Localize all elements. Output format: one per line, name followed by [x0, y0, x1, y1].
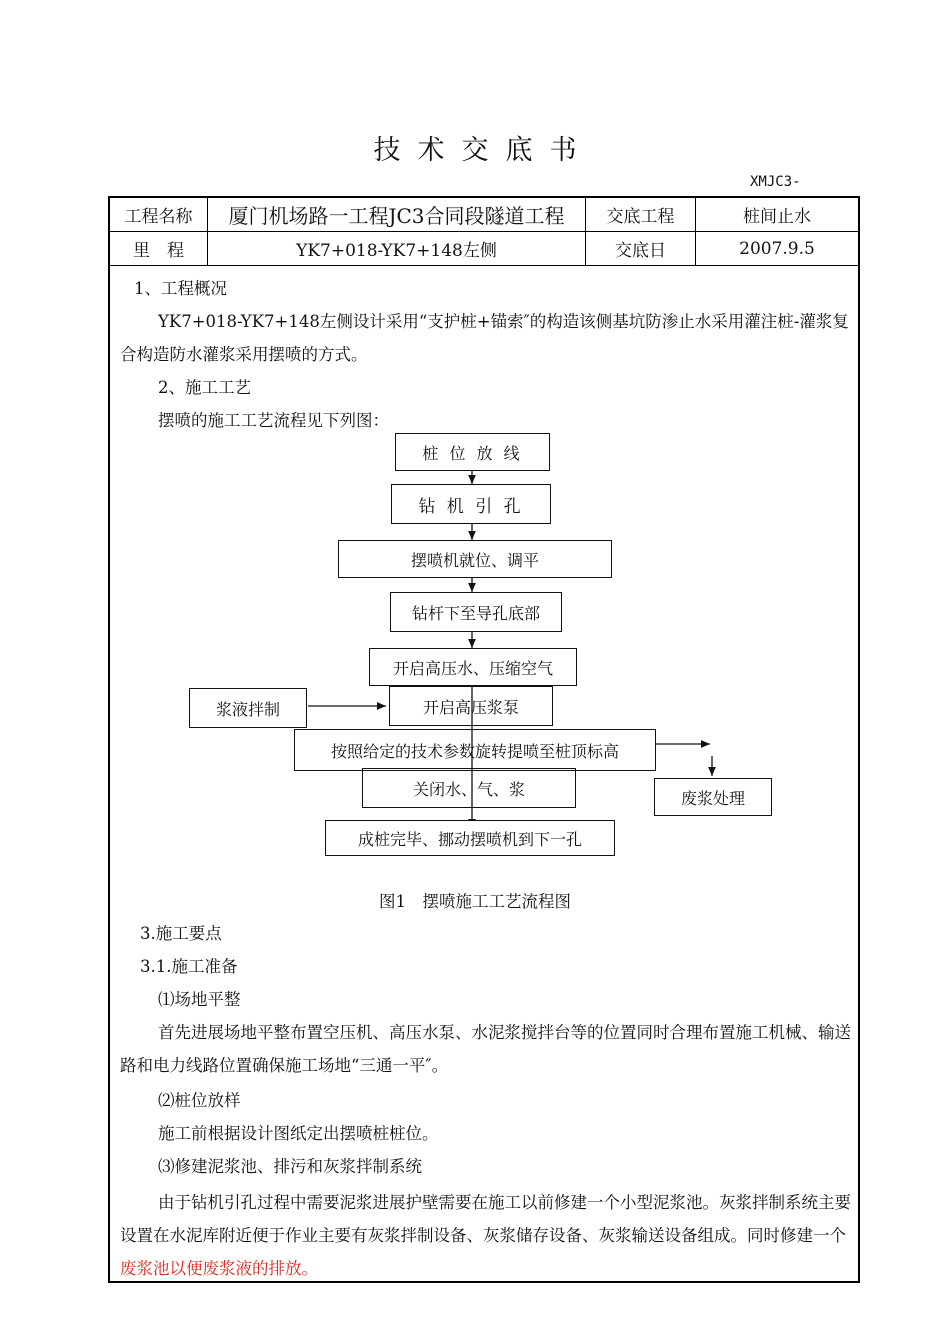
flow-step-finish-move: 成桩完毕、挪动摆喷机到下一孔 [325, 820, 615, 856]
section-2-text: 摆喷的施工工艺流程见下列图： [158, 411, 389, 430]
mileage-value: YK7+018-YK7+148左侧 [208, 232, 586, 266]
flow-slurry-prep: 浆液拌制 [189, 688, 307, 728]
site-leveling-text: 首先进展场地平整布置空压机、高压水泵、水泥浆搅拌台等的位置同时合理布置施工机械、输送路和电力线路位置确保施工场地“三通一平″。 [120, 1023, 851, 1075]
flow-step-lower-rod: 钻杆下至导孔底部 [390, 592, 562, 632]
section-2-heading: 2、施工工艺 [158, 378, 251, 397]
site-leveling-heading: ⑴场地平整 [158, 990, 241, 1009]
disclosure-date-label: 交底日 [586, 232, 696, 266]
section-1-text: YK7+018-YK7+148左侧设计采用“支护桩+锚索″的构造该侧基坑防渗止水采用灌注桩-灌浆复合构造防水灌浆采用摆喷的方式。 [120, 312, 849, 364]
flow-step-rotate-lift: 按照给定的技术参数旋转提喷至桩顶标高 [294, 729, 656, 771]
flow-step-start-water-air: 开启高压水、压缩空气 [369, 648, 577, 686]
disclosure-date-value: 2007.9.5 [696, 232, 858, 266]
document-number: XMJC3- [750, 174, 801, 190]
section-1-heading: 1、工程概况 [134, 279, 227, 298]
flow-step-start-slurry-pump: 开启高压浆泵 [389, 686, 553, 726]
document-title: 技术交底书 [373, 135, 594, 166]
flow-step-shut-off: 关闭水、气、浆 [362, 768, 576, 808]
flow-waste-treatment: 废浆处理 [654, 778, 772, 816]
section-3-heading: 3.施工要点 [140, 924, 222, 943]
disclosure-project-label: 交底工程 [586, 198, 696, 232]
disclosure-project-value: 桩间止水 [696, 198, 858, 232]
slurry-pool-text-main: 由于钻机引孔过程中需要泥浆进展护壁需要在施工以前修建一个小型泥浆池。灰浆拌制系统主要设置在水泥库附近便于作业主要有灰浆拌制设备、灰浆储存设备、灰浆输送设备组成。同时修建一个 [120, 1193, 851, 1245]
flow-step-stake-layout: 桩 位 放 线 [395, 433, 550, 471]
project-name-label: 工程名称 [110, 198, 208, 232]
stake-out-text: 施工前根据设计图纸定出摆喷桩桩位。 [158, 1124, 439, 1143]
slurry-pool-heading: ⑶修建泥浆池、排污和灰浆拌制系统 [158, 1157, 422, 1176]
stake-out-heading: ⑵桩位放样 [158, 1091, 241, 1110]
section-3-1-heading: 3.1.施工准备 [140, 957, 238, 976]
slurry-pool-text-highlight: 废浆池以便废浆液的排放。 [120, 1259, 318, 1278]
project-name-value: 厦门机场路一工程JC3合同段隧道工程 [208, 198, 586, 232]
mileage-label: 里 程 [110, 232, 208, 266]
flow-step-position-machine: 摆喷机就位、调平 [338, 540, 612, 578]
figure-caption: 图1 摆喷施工工艺流程图 [379, 892, 571, 911]
flow-step-drill-pilot-hole: 钻 机 引 孔 [391, 484, 551, 524]
slurry-pool-text [120, 1186, 855, 1285]
